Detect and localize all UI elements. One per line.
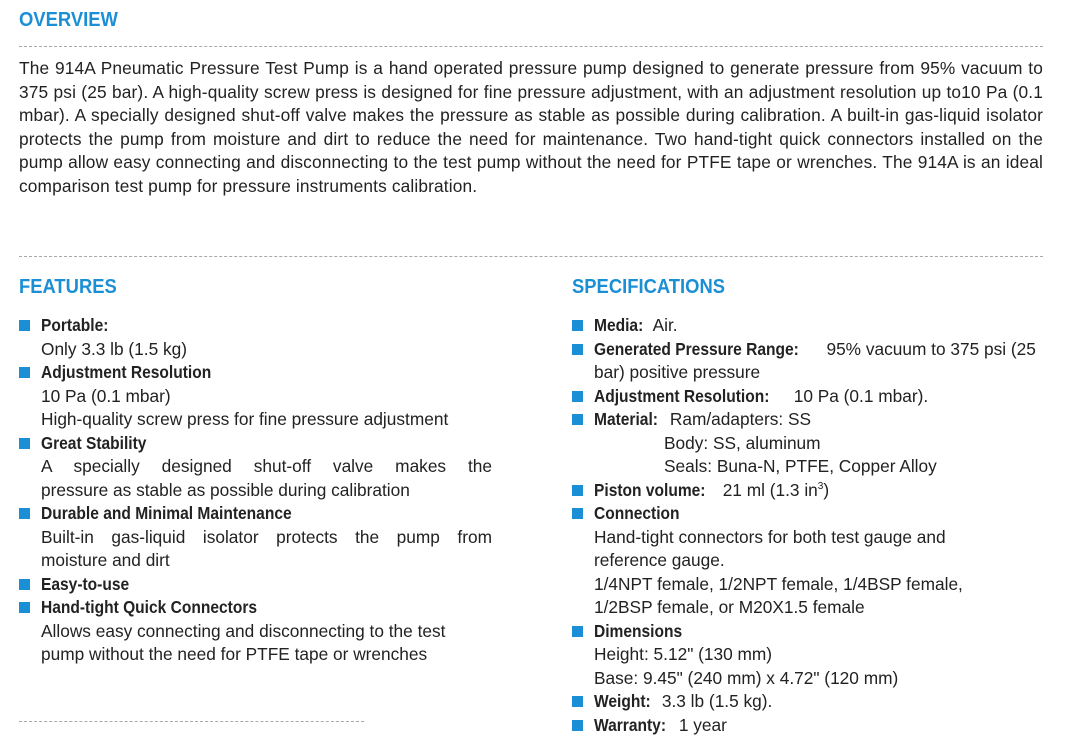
features-list (19, 314, 492, 667)
divider (19, 46, 1043, 47)
features-heading: FEATURES (19, 276, 117, 299)
spec-item-weight: Weight: 3.3 lb (1.5 kg). (572, 690, 1047, 714)
bullet-icon (572, 720, 583, 731)
bullet-icon (19, 320, 30, 331)
bullet-icon (19, 508, 30, 519)
specifications-list (572, 314, 1047, 737)
bullet-icon (572, 485, 583, 496)
divider (19, 256, 1043, 257)
overview-heading: OVERVIEW (19, 9, 118, 32)
bullet-icon (572, 508, 583, 519)
spec-item-warranty: Warranty: 1 year (572, 714, 1047, 737)
bullet-icon (572, 320, 583, 331)
feature-item-great-stability: Great Stability A specially designed shut-off valve makes the pressure as stable as possible during calibration (19, 432, 492, 503)
divider (19, 721, 364, 722)
overview-paragraph: The 914A Pneumatic Pressure Test Pump is a hand operated pressure pump designed to generate pressure from 95% vacuum to 375 psi (25 bar). A high-quality screw press is designed for fine pressure adjustment, with an adjustment resolution up to10 Pa (0.1 mbar). A specially designed shut-off valve makes the pressure as stable as possible during calibration. A built-in gas-liquid isolator protects the pump from moisture and dirt to reduce the need for maintenance. Two hand-tight quick connectors installed on the pump allow easy connecting and disconnecting to the test pump without the need for PTFE tape or wrenches. The 914A is an ideal comparison test pump for pressure instruments calibration. (19, 57, 1043, 198)
bullet-icon (19, 579, 30, 590)
feature-item-quick-connectors: Hand-tight Quick Connectors Allows easy connecting and disconnecting to the test pump without the need for PTFE tape or wrenches (19, 596, 492, 667)
bullet-icon (19, 602, 30, 613)
bullet-icon (572, 696, 583, 707)
bullet-icon (572, 344, 583, 355)
bullet-icon (572, 626, 583, 637)
feature-item-adjustment-resolution: Adjustment Resolution 10 Pa (0.1 mbar) High-quality screw press for fine pressure adjustment (19, 361, 492, 432)
bullet-icon (572, 414, 583, 425)
spec-item-connection: Connection Hand-tight connectors for both test gauge and reference gauge. 1/4NPT female, 1/2NPT female, 1/4BSP female, 1/2BSP female, or M20X1.5 female (572, 502, 1047, 620)
spec-item-pressure-range: Generated Pressure Range: 95% vacuum to 375 psi (25 bar) positive pressure (572, 338, 1047, 385)
feature-item-easy-to-use: Easy-to-use (19, 573, 492, 597)
bullet-icon (19, 438, 30, 449)
spec-item-dimensions: Dimensions Height: 5.12" (130 mm) Base: 9.45" (240 mm) x 4.72" (120 mm) (572, 620, 1047, 691)
spec-item-resolution: Adjustment Resolution: 10 Pa (0.1 mbar). (572, 385, 1047, 409)
feature-item-durable: Durable and Minimal Maintenance Built-in gas-liquid isolator protects the pump from moisture and dirt (19, 502, 492, 573)
spec-item-material: Material: Ram/adapters: SS Body: SS, aluminum Seals: Buna-N, PTFE, Copper Alloy (572, 408, 1047, 479)
bullet-icon (572, 391, 583, 402)
feature-item-portable: Portable: Only 3.3 lb (1.5 kg) (19, 314, 492, 361)
spec-item-piston-volume: Piston volume: 21 ml (1.3 $in^3$) (572, 479, 1047, 503)
spec-item-media: Media: Air. (572, 314, 1047, 338)
bullet-icon (19, 367, 30, 378)
specifications-heading: SPECIFICATIONS (572, 276, 725, 299)
